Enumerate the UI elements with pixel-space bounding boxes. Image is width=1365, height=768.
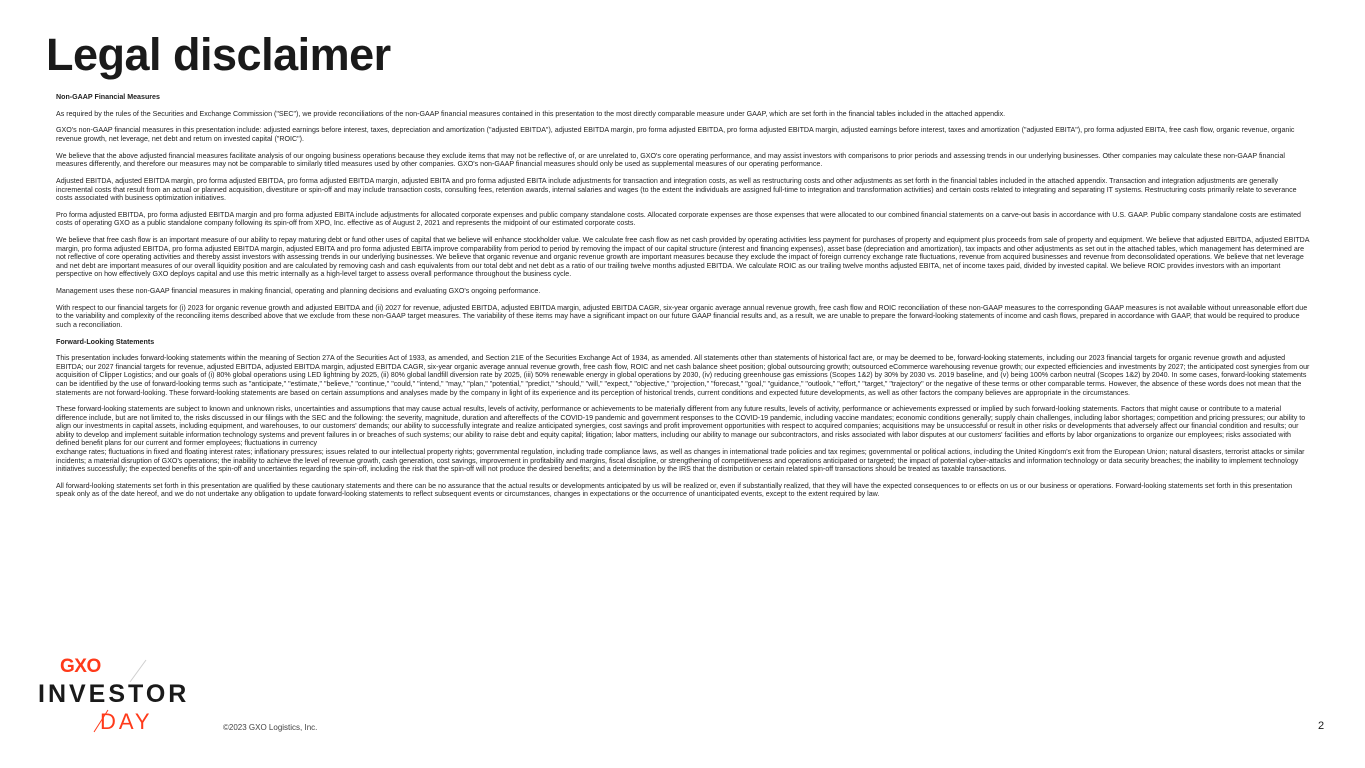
paragraph: Management uses these non-GAAP financial measures in making financial, operating and planning decisions and evaluating GXO's ongoing performance. [56, 287, 541, 296]
page-number: 2 [1318, 720, 1325, 732]
paragraph: Pro forma adjusted EBITDA, pro forma adjusted EBITDA margin and pro forma adjusted EBITA include adjustments for allocated corporate expenses and public company standalone costs. Allocated corporate expenses are those expenses that were allocated to our combined financial statements on a carve-out basis in accordance with U.S. GAAP. Public company standalone costs are estimated costs of operating GXO as a public standalone company following its spin-off from XPO, Inc. effective as of August 2, 2021 and represents the midpoint of our estimated corporate costs. [56, 210, 1301, 228]
section-heading: Non-GAAP Financial Measures [56, 93, 160, 101]
copyright-notice: ©2023 GXO Logistics, Inc. [223, 723, 318, 732]
page-title: Legal disclaimer [46, 29, 391, 80]
paragraph: These forward-looking statements are subject to known and unknown risks, uncertainties and assumptions that may cause actual results, levels of activity, performance or achievements to be materially different from any future results, levels of activity, performance or achievements expressed or implied by such forward-looking statements. Factors that might cause or contribute to a material difference include, but are not limited to, the risks discussed in our filings with the SEC and the following: the severity, magnitude, duration and aftereffects of the COVID-19 pandemic and government responses to the COVID-19 pandemic, including vaccine mandates; economic conditions generally; supply chain challenges, including labor shortages; competition and pricing pressures; our ability to align our investments in capital assets, including equipment, and warehouses, to our customers' demands; our ability to successfully integrate and realize anticipated synergies, cost savings and profit improvement opportunities with respect to acquired companies; acquisitions may be unsuccessful or result in other risks or developments that adversely affect our financial condition and results; our ability to develop and implement suitable information technology systems and prevent failures in or breaches of such systems; our ability to raise debt and equity capital; litigation; labor matters, including our ability to manage our subcontractors, and risks associated with labor disputes at our customers' facilities and efforts by labor organizations to organize our employees; risks associated with defined benefit plans for our current and former employees; fluctuations in currency exchange rates; fluctuations in fixed and floating interest rates; inflationary pressures; issues related to our intellectual property rights; governmental regulation, including trade compliance laws, as well as changes in international trade policies and tax regimes; governmental or political actions, including the United Kingdom's exit from the European Union; natural disasters, terrorist attacks or similar incidents; a material disruption of GXO's operations; the inability to achieve the level of revenue growth, cash generation, cost savings, improvement in profitability and margins, fiscal discipline, or strengthening of competitiveness and operations anticipated or targeted; the impact of potential cyber-attacks and information technology or data security breaches; the inability to implement technology initiatives successfully; the expected benefits of the spin-off and uncertainties regarding the spin-off, including the risk that the spin-off will not produce the desired benefits; and a determination by the IRS that the distribution or certain related spin-off transactions should be treated as taxable transactions. [56, 405, 1306, 474]
section-heading: Forward-Looking Statements [56, 337, 155, 346]
paragraph: With respect to our financial targets for (i) 2023 for organic revenue growth and adjusted EBITDA and (ii) 2027 for revenue, adjusted EBITDA, adjusted EBITDA margin, adjusted EBITDA CAGR, six-year organic average annual revenue growth, free cash flow and ROIC reconciliation of these non-GAAP measures to the corresponding GAAP measures is not available without unreasonable effort due to the variability and complexity of the reconciling items described above that we exclude from these non-GAAP target measures. The variability of these items may have a significant impact on our future GAAP financial results and, as a result, we are unable to prepare the forward-looking statements of income and cash flows, prepared in accordance with GAAP, that would be required to produce such a reconciliation. [56, 303, 1308, 329]
paragraph: This presentation includes forward-looking statements within the meaning of Section 27A of the Securities Act of 1933, as amended, and Section 21E of the Securities Exchange Act of 1934, as amended. All statements other than statements of historical fact are, or may be deemed to be, forward-looking statements, including our 2023 financial targets for organic revenue growth and adjusted EBITDA; our 2027 financial targets for revenue, adjusted EBITDA, adjusted EBITDA margin, adjusted EBITDA CAGR, six-year organic average annual revenue growth, free cash flow, ROIC and net cash balance sheet position; global outsourcing growth; outsourced eCommerce warehousing revenue growth; our expected efficiencies and investments by 2027; the anticipated cost synergies from our acquisition of Clipper Logistics; and our goals of (i) 80% global operations using LED lightning by 2025, (ii) 80% global landfill diversion rate by 2025, (iii) 50% renewable energy in global operations by 2030, (iv) reducing greenhouse gas emissions (Scopes 1&2) by 30% by 2030 vs. 2019 baseline, and (v) being 100% carbon neutral (Scopes 1&2) by 2040. In some cases, forward-looking statements can be identified by the use of forward-looking terms such as "anticipate," "estimate," "believe," "continue," "could," "intend," "may," "plan," "potential," "predict," "should," "will," "expect," "objective," "projection," "forecast," "goal," "guidance," "outlook," "effort," "target," "trajectory" or the negative of these terms or other comparable terms. However, the absence of these words does not mean that the statements are not forward-looking. These forward-looking statements are based on certain assumptions and analyses made by the company in light of its experience and its perception of historical trends, current conditions and expected future developments, as well as other factors the company believes are appropriate in the circumstances. [56, 354, 1310, 397]
logo-line-day: DAY [100, 709, 153, 734]
gxo-investor-day-logo [36, 652, 206, 738]
logo-brand: GXO [60, 656, 101, 677]
paragraph: Adjusted EBITDA, adjusted EBITDA margin, pro forma adjusted EBITDA, pro forma adjusted EBITDA margin, adjusted EBITA and pro forma adjusted EBITA include adjustments for transaction and integration costs, as well as restructuring costs and other adjustments as set forth in the financial tables included in the attached appendix. Transaction and integration adjustments are generally incremental costs that result from an actual or planned acquisition, divestiture or spin-off and may include transaction costs, consulting fees, retention awards, internal salaries and wages (to the extent the individuals are assigned full-time to integration and transformation activities) and certain costs related to integrating and separating IT systems. Restructuring costs primarily relate to severance costs associated with business optimization initiatives. [56, 177, 1297, 203]
paragraph: We believe that free cash flow is an important measure of our ability to repay maturing debt or fund other uses of capital that we believe will enhance stockholder value. We calculate free cash flow as net cash provided by operating activities less payment for purchases of property and equipment plus proceeds from sale of property and equipment. We believe that adjusted EBITDA, adjusted EBITDA margin, pro forma adjusted EBITDA, pro forma adjusted EBITDA margin, adjusted EBITA and pro forma adjusted EBITA improve comparability from period to period by removing the impact of our capital structure (interest and financing expenses), asset base (depreciation and amortization), tax impacts and other adjustments as set out in the attached tables, which management has determined are not reflective of core operating activities and thereby assist investors with assessing trends in our underlying businesses. We believe that organic revenue and organic revenue growth are important measures because they exclude the impact of foreign currency exchange rate fluctuations, revenue from acquired businesses and revenue from deconsolidated operations. We believe that net leverage and net debt are important measures of our overall liquidity position and are calculated by removing cash and cash equivalents from our total debt and net debt as a ratio of our trailing twelve months adjusted EBITDA. We calculate ROIC as our trailing twelve months adjusted EBITA, net of income taxes paid, divided by invested capital. We believe ROIC provides investors with an important perspective on how effectively GXO deploys capital and use this metric internally as a high-level target to assess overall performance throughout the business cycle. [56, 236, 1310, 279]
paragraph: We believe that the above adjusted financial measures facilitate analysis of our ongoing business operations because they exclude items that may not be reflective of, or are unrelated to, GXO's core operating performance, and may assist investors with comparisons to prior periods and assessing trends in our underlying businesses. Other companies may calculate these non-GAAP financial measures differently, and therefore our measures may not be comparable to similarly titled measures used by other companies. GXO's non-GAAP financial measures should only be used as supplemental measures of our operating performance. [56, 151, 1285, 169]
paragraph: As required by the rules of the Securities and Exchange Commission ("SEC"), we provide reconciliations of the non-GAAP financial measures contained in this presentation to the most directly comparable measure under GAAP, which are set forth in the financial tables included in the attached appendix. [56, 109, 1006, 118]
paragraph: All forward-looking statements set forth in this presentation are qualified by these cautionary statements and there can be no assurance that the actual results or developments anticipated by us will be realized or, even if substantially realized, that they will have the expected consequences to or effects on us or our business or operations. Forward-looking statements set forth in this presentation speak only as of the date hereof, and we do not undertake any obligation to update forward-looking statements to reflect subsequent events or circumstances, changes in expectations or the occurrence of unanticipated events, except to the extent required by law. [56, 481, 1293, 499]
logo-line-investor: INVESTOR [38, 680, 190, 708]
paragraph: GXO's non-GAAP financial measures in this presentation include: adjusted earnings before interest, taxes, depreciation and amortization ("adjusted EBITDA"), adjusted EBITDA margin, pro forma adjusted EBITDA, pro forma adjusted EBITDA margin, adjusted earnings before interest, taxes and amortization ("adjusted EBITA"), pro forma adjusted EBITA, free cash flow, organic revenue, organic revenue growth, net leverage, net debt and return on invested capital ("ROIC"). [56, 126, 1295, 144]
disclaimer-body [56, 93, 1312, 507]
